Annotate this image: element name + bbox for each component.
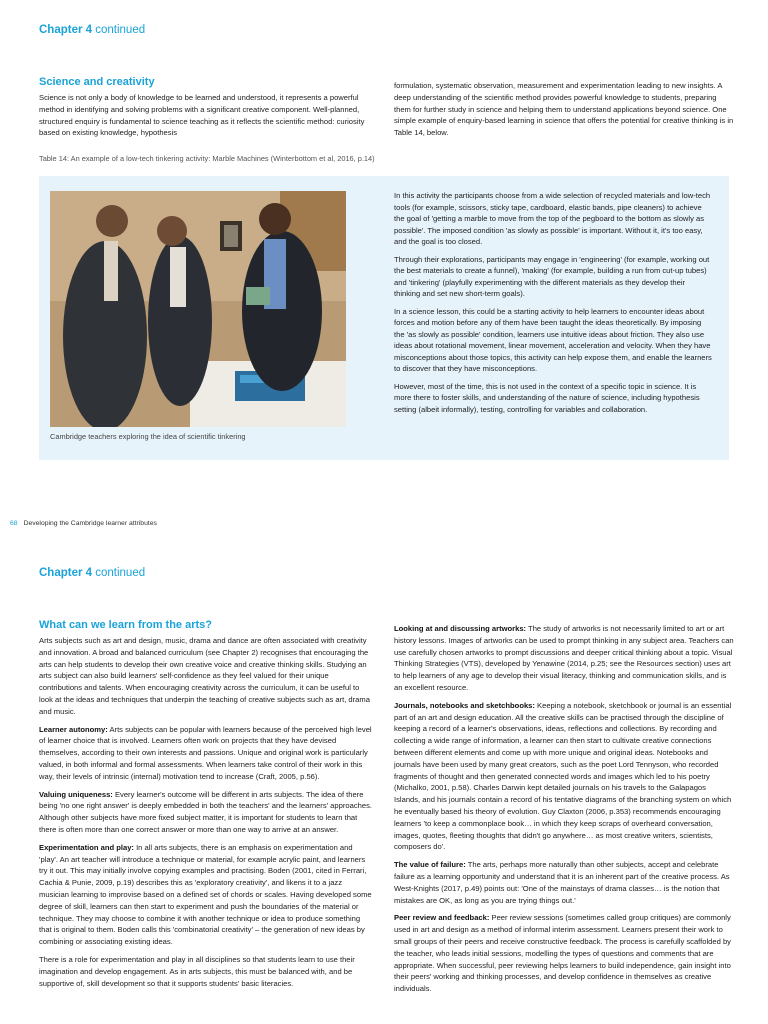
right-column [394,623,734,1001]
chapter-header: Chapter 4 continued [39,24,146,36]
paragraph: Arts subjects such as art and design, music, drama and dance are often associated with creativity and innovation. A broad and balanced curriculum (see Chapter 2) recognises that encouraging the arts can help students to develop their own creative voice and creative thinking skills. Studying an arts subject can also build learners' self-confidence as they feel valued for their unique contributions and talents. When encouraging creativity across the curriculum, it can be useful to look at the ideas and techniques that underpin the teaching of creative subjects such as art, drama and music. [39,636,370,716]
paragraph: Science is not only a body of knowledge to be learned and understood, it represents a powerful method in identifying and solving problems with a significant creative component. Well-planned, structured enquiry is fundamental to science teaching as it reflects the scientific method: curiosity based on existing knowledge, hypothesis [39,93,365,138]
teachers-photo [50,191,346,427]
paragraph: Valuing uniqueness: Every learner's outcome will be different in arts subjects. The idea of there being 'no one right answer' is deeply embedded in both the teachers' and the learners' approaches. Although other subjects have more fixed subject matter, it is important for students to learn that there is often more than one correct answer or more than one way to arrive at an answer. [39,789,372,834]
section-heading: What can we learn from the arts? [39,619,212,631]
panel-paragraph: Through their explorations, participants may engage in 'engineering' (for example, working out the best materials to create a funnel), 'making' (for example, building a run from cut-up tubes) and 'tinkering' (playfully experimenting with the different materials as they develop their thinking and set new short-term goals). [394,254,710,298]
right-column [394,80,734,145]
paragraph: Looking at and discussing artworks: The study of artworks is not necessarily limited to art or art history lessons. Images of artworks can be used to prompt thinking in any subject area. Teachers can use carefully chosen artworks to prompt discussions and deeper critical thinking about a topic. Visual Thinking Strategies (VTS), developed by Yenawine (2014, p.25; see the Resources section) uses art to help learners of any age to develop their visual literacy, thinking and communication skills, and is an excellent resource. [394,624,734,692]
paragraph: Learner autonomy: Arts subjects can be popular with learners because of the perceived high level of learner choice that is involved. Learners often work on projects that they have devised themselves, according to their own interests and passions. Unique and original work is particularly valued, in both informal and formal assessments. When learners take control of their work in this way, their levels of intrinsic (internal) motivation tend to increase (Craft, 2005, p.56). [39,724,372,781]
paragraph: The value of failure: The arts, perhaps more naturally than other subjects, accept and celebrate failure as a learning opportunity and understand that it is an inherent part of the creative process. As West-Knights (2017, p.49) points out: 'One of the mainstays of drama classes… is the notion that mistakes are OK, as long as you are trying things out.' [394,860,730,905]
chapter-header: Chapter 4 continued [39,567,146,579]
panel-paragraph: In this activity the participants choose from a wide selection of recycled materials and low-tech tools (for example, scissors, sticky tape, cardboard, elastic bands, pipe cleaners) to achieve the goal of 'getting a marble to move from the top of the pegboard to the bottom as slowly as possible'. The imposed condition 'as slowly as possible' is important. Without it, it's too easy, and the goal is too closed. [394,191,711,246]
paragraph: formulation, systematic observation, measurement and experimentation leading to new insights. A deep understanding of the scientific method provides powerful knowledge to students, preparing them for further study in science and helping them to understand applications beyond science. One simple example of enquiry-based learning in science that offers the potential for creative thinking is in Table 14, below. [394,81,734,138]
left-column [39,75,369,145]
activity-description [394,190,712,421]
table-caption: Table 14: An example of a low-tech tinkering activity: Marble Machines (Winterbottom et al, 2016, p.14) [39,154,375,163]
panel-paragraph: In a science lesson, this could be a starting activity to help learners to encounter ideas about forces and motion before any of them have been taught the ideas theoretically. By imposing the 'as slowly as possible' condition, learners use intuitive ideas about friction. They also use ideas about rotational movement, linear movement, acceleration and velocity. When they have misconceptions about those topics, this activity can help expose them, and enable the learners to discover that they have misconceptions. [394,306,712,373]
paragraph: Peer review and feedback: Peer review sessions (sometimes called group critiques) are commonly used in art and design as a method of informal interim assessment. Learners present their work to small groups of their peers and receive constructive feedback. The process is carefully scaffolded by the teacher, who leads initial sessions, modelling the types of questions and comments that are appropriate. When successful, peer reviewing helps learners to build independence, gain insight into their peers' working and thinking processes, and develop confidence in themselves as creative individuals. [394,913,731,994]
panel-paragraph: However, most of the time, this is not used in the context of a specific topic in science. It is more there to foster skills, and understanding of the nature of science, including hypothesis setting (albeit informally), testing, controlling for variables and collaboration. [394,381,700,414]
paragraph: There is a role for experimentation and play in all disciplines so that students learn to use their imagination and develop engagement. As in arts subjects, this must be balanced with, and be supportive of, skill development so that it supports students' basic literacies. [39,954,355,988]
paragraph: Journals, notebooks and sketchbooks: Keeping a notebook, sketchbook or journal is an essential part of an art and design education. All the creative skills can be practised through the discipline of keeping a record of a learner's observations, ideas, reflections and collections. By recording and collecting a wide range of information, a learner can then start to cultivate creative connections between different elements and come up with more unique and original ideas. Notebooks and journals have been used by many great creators, such as the poet Lord Tennyson, who recorded fragments of thought and then generated connected words and images which led to his poetry (Michalko, 2001, p.58). Charles Darwin kept detailed journals on his travels to the Galapagos Islands, and his journals contain a record of his tentative diagrams of the branching system on which he eventually based his theory of evolution. Guy Claxton (2006, p.353) recommends encouraging learners 'to keep a commonplace book… in which they keep scraps of overheard conversation, images, quotes, fleeting thoughts that didn't go anywhere… as most creative writers, scientists, composers do'. [394,700,732,852]
page-footer [10,520,157,527]
left-column [39,618,372,995]
section-heading: Science and creativity [39,76,155,88]
footer-title: Developing the Cambridge learner attributes [23,520,157,527]
paragraph: Experimentation and play: In all arts subjects, there is an emphasis on experimentation and 'play'. An art teacher will introduce a technique or material, for example acrylic paint, and learners try it out. This may initially involve copying examples and practising. Boden (2001, cited in Ferrari, Cachia & Punie, 2009, p.19) describes this as 'exploratory creativity', and likens it to a jazz musician learning to improvise based on a defined set of chords or scales. Having developed some degree of skill, learners can then start to experiment and push the boundaries of the material or technique. They may choose to combine it with another technique or idea to produce something that is original to them. Boden calls this 'combinatorial creativity' – the generation of new ideas by combining or associating existing ideas. [39,842,372,947]
photo-caption: Cambridge teachers exploring the idea of scientific tinkering [50,432,246,441]
page-number: 68 [10,520,18,527]
